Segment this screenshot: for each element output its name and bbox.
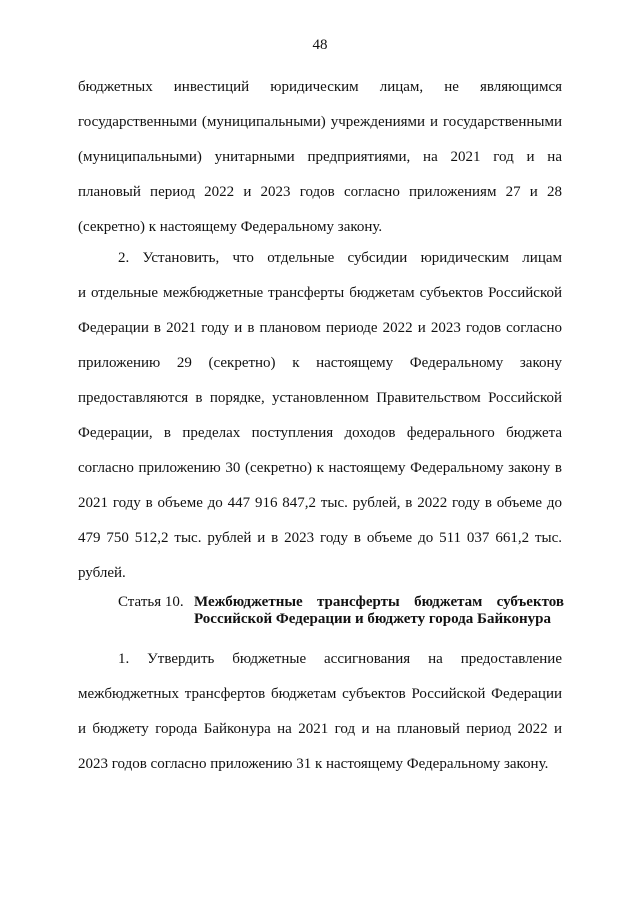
paragraph-interbudget-transfers bbox=[78, 642, 562, 782]
text-line: рублей. bbox=[78, 565, 126, 581]
text-line: плановый период 2022 и 2023 годов согласно приложениям 27 и 28 bbox=[78, 184, 562, 200]
text-line: Федерации в 2021 году и в плановом периоде 2022 и 2023 годов согласно bbox=[78, 320, 562, 336]
page-number: 48 bbox=[312, 37, 328, 53]
text-line: 479 750 512,2 тыс. рублей и в 2023 году в объеме до 511 037 661,2 тыс. bbox=[78, 530, 562, 546]
article-label: Статья 10. bbox=[118, 594, 184, 610]
text-line: 1. Утвердить бюджетные ассигнования на предоставление bbox=[118, 651, 562, 667]
article-title-line: Межбюджетные трансферты бюджетам субъектов bbox=[194, 594, 564, 610]
text-line: согласно приложению 30 (секретно) к настоящему Федеральному закону в bbox=[78, 460, 562, 476]
article-10-heading bbox=[118, 594, 564, 628]
text-line: Федерации, в пределах поступления доходов федерального бюджета bbox=[78, 425, 562, 441]
text-line: (секретно) к настоящему Федеральному закону. bbox=[78, 219, 383, 235]
text-line: бюджетных инвестиций юридическим лицам, не являющимся bbox=[78, 79, 562, 95]
text-line: межбюджетных трансфертов бюджетам субъектов Российской Федерации bbox=[78, 686, 562, 702]
text-line: государственными (муниципальными) учреждениями и государственными bbox=[78, 114, 562, 130]
article-title bbox=[194, 594, 564, 628]
article-title-line: Российской Федерации и бюджету города Байконура bbox=[194, 611, 552, 627]
text-line: (муниципальными) унитарными предприятиями, на 2021 год и на bbox=[78, 149, 562, 165]
text-line: предоставляются в порядке, установленном Правительством Российской bbox=[78, 390, 562, 406]
text-line: 2. Установить, что отдельные субсидии юридическим лицам bbox=[118, 250, 562, 266]
paragraph-subsidies bbox=[78, 241, 562, 591]
text-line: приложению 29 (секретно) к настоящему Федеральному закону bbox=[78, 355, 562, 371]
paragraph-budget-investments bbox=[78, 70, 562, 245]
text-line: 2023 годов согласно приложению 31 к настоящему Федеральному закону. bbox=[78, 756, 549, 772]
text-line: 2021 году в объеме до 447 916 847,2 тыс. рублей, в 2022 году в объеме до bbox=[78, 495, 562, 511]
text-line: и бюджету города Байконура на 2021 год и на плановый период 2022 и bbox=[78, 721, 562, 737]
text-line: и отдельные межбюджетные трансферты бюджетам субъектов Российской bbox=[78, 285, 562, 301]
